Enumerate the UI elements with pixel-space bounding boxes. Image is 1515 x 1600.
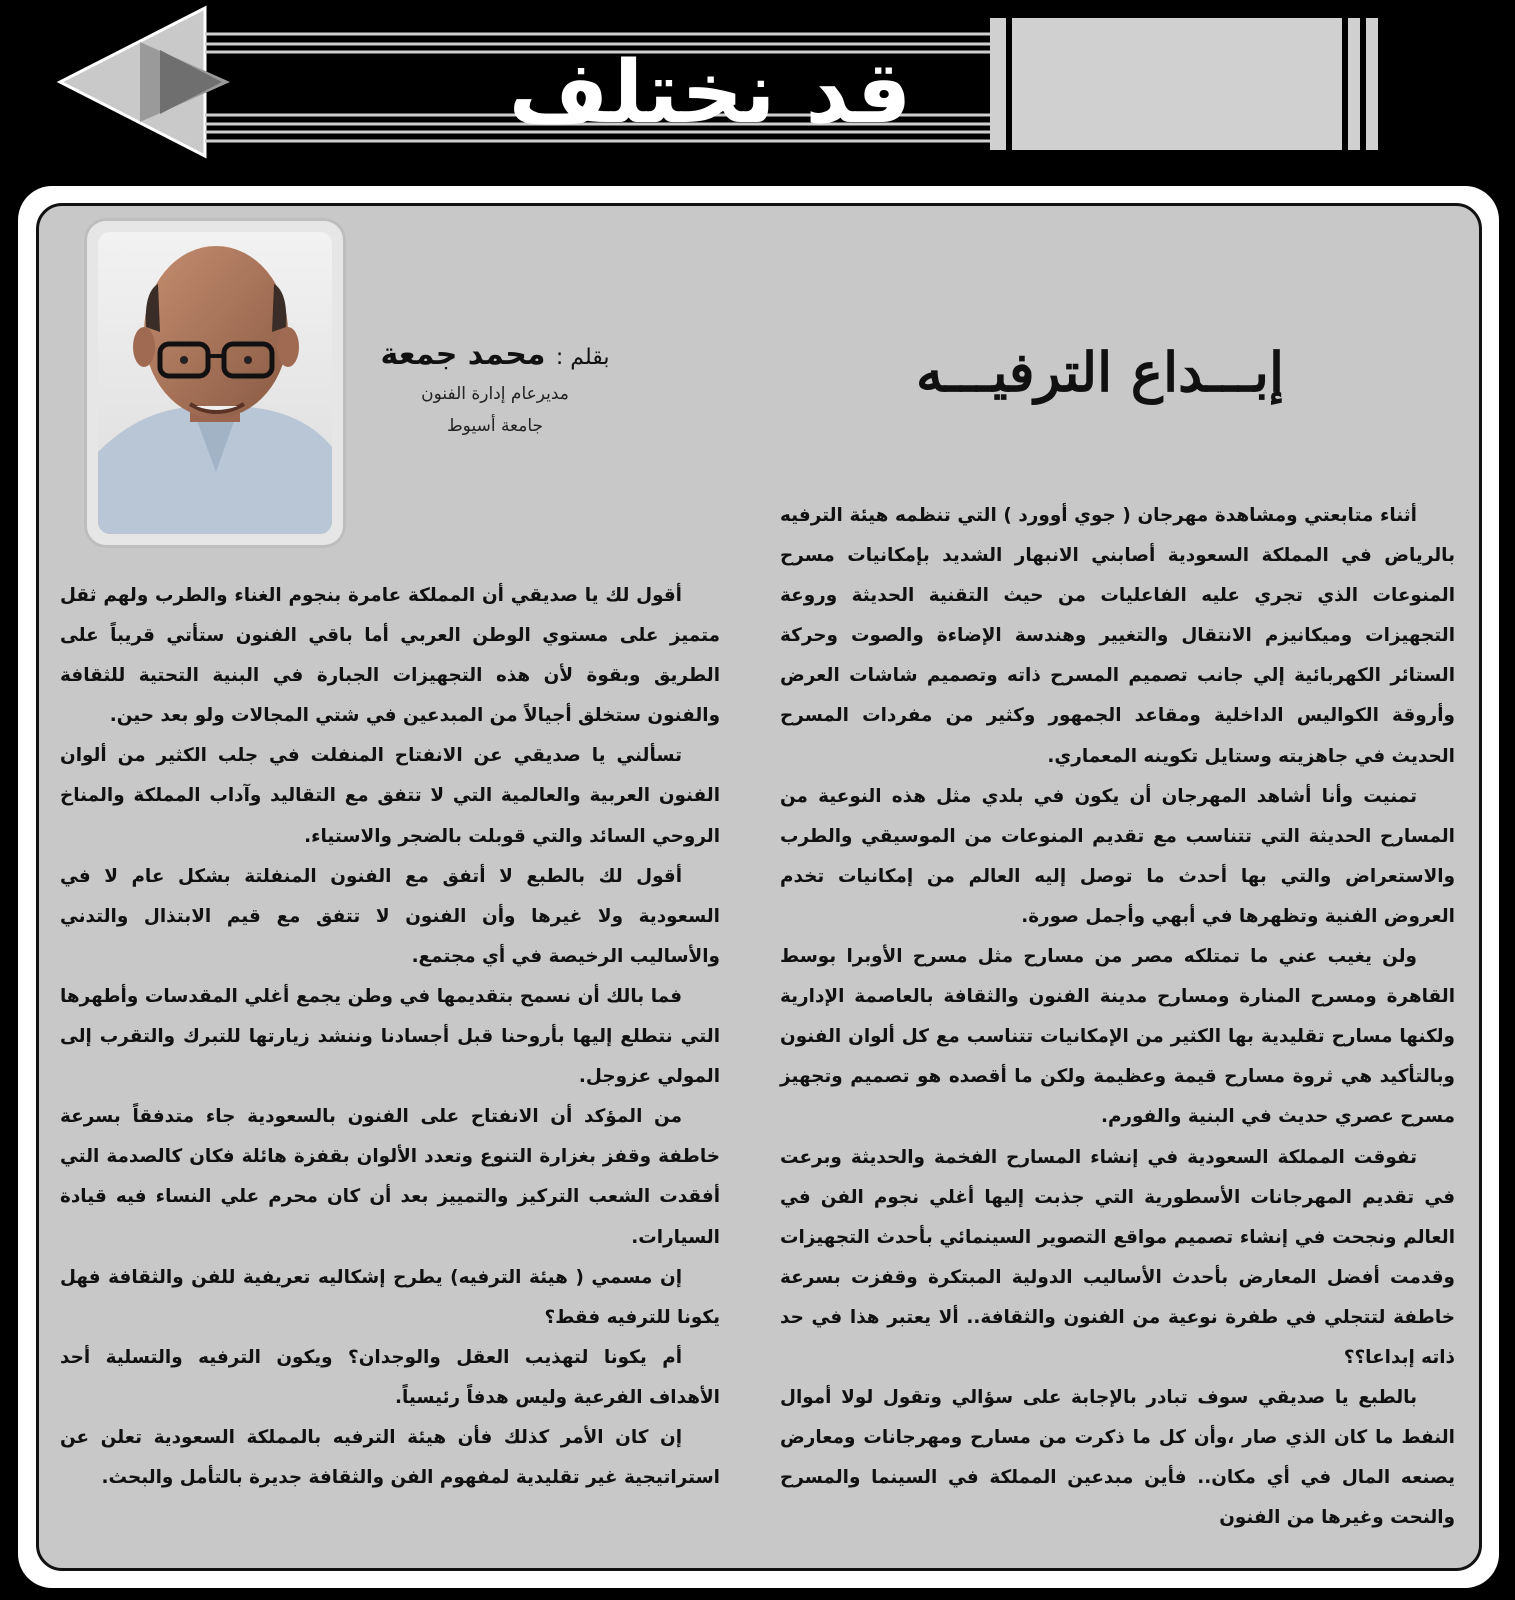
paragraph: تمنيت وأنا أشاهد المهرجان أن يكون في بلدي مثل هذه النوعية من المسارح الحديثة التي تتناسب مع تقديم المنوعات من الموسيقي والطرب والاستعراض والتي بها أحدث ما توصل إليه العالم من إمكانيات تخدم العروض الفنية وتظهرها في أبهي وأجمل صورة. (780, 785, 1455, 927)
paragraph: أم يكونا لتهذيب العقل والوجدان؟ ويكون الترفيه والتسلية أحد الأهداف الفرعية وليس هدفاً رئيسياً. (60, 1346, 720, 1408)
author-block (360, 335, 630, 442)
paragraph: من المؤكد أن الانفتاح على الفنون بالسعودية جاء متدفقاً بسرعة خاطفة وقفز بغزارة التنوع وتعدد الألوان بقفزة هائلة فكان كالصدمة التي أفقدت الشعب التركيز والتمييز بعد أن كان محرم علي النساء فيه قيادة السيارات. (60, 1106, 720, 1248)
author-byline (360, 335, 630, 378)
author-position: مديرعام إدارة الفنون (421, 384, 569, 404)
paragraph: أقول لك يا صديقي أن المملكة عامرة بنجوم الغناء والطرب ولهم ثقل متميز على مستوي الوطن العربي أما باقي الفنون ستأتي قريباً على الطريق وبقوة لأن هذه التجهيزات الجبارة في البنية التحتية للثقافة والفنون ستخلق أجيالاً من المبدعين في شتي المجالات ولو بعد حين. (60, 585, 720, 727)
author-photo (98, 232, 332, 534)
paragraph: تسألني يا صديقي عن الانفتاح المنفلت في جلب الكثير من ألوان الفنون العربية والعالمية التي لا تتفق مع التقاليد وآداب المملكة والمناخ الروحي السائد والتي قوبلت بالضجر والاستياء. (60, 745, 720, 847)
paragraph: إن مسمي ( هيئة الترفيه) يطرح إشكاليه تعريفية للفن والثقافة فهل يكونا للترفيه فقط؟ (60, 1266, 720, 1328)
paragraph: بالطبع يا صديقي سوف تبادر بالإجابة على سؤالي وتقول لولا أموال النفط ما كان الذي صار ،وأن كل ما ذكرت من مسارح ومهرجانات ومعارض يصنعه المال في أي مكان.. فأين مبدعين المملكة في السينما والمسرح والنحت وغيرها من الفنون (780, 1387, 1455, 1529)
author-portrait-image (98, 232, 332, 534)
article-column-right (780, 496, 1455, 1538)
article-column-left (60, 576, 720, 1498)
paragraph: ولن يغيب عني ما تمتلكه مصر من مسارح مثل مسرح الأوبرا بوسط القاهرة ومسرح المنارة ومسارح مدينة الفنون والثقافة بالعاصمة الإدارية ولكنها مسارح تقليدية بها الكثير من الإمكانيات تتناسب مع كل ألوان الفنون وبالتأكيد هي ثروة مسارح قيمة وعظيمة ولكن ما أقصده هو تصميم وتجهيز مسرح عصري حديث في البنية والفورم. (780, 946, 1455, 1128)
paragraph: أثناء متابعتي ومشاهدة مهرجان ( جوي أوورد ) التي تنظمه هيئة الترفيه بالرياض في المملكة السعودية أصابني الانبهار الشديد بإمكانيات مسرح المنوعات الذي تجري عليه الفاعليات من حيث التقنية الحديثة وروعة التجهيزات وميكانيزم الانتقال والتغيير وهندسة الإضاءة والصوت وحركة الستائر الكهربائية إلي جانب تصميم المسرح ذاته وتصميم شاشات العرض وأروقة الكواليس الداخلية ومقاعد الجمهور وكثير من مفردات المسرح الحديث في جاهزيته وستايل تكوينه المعماري. (780, 505, 1455, 767)
author-photo-frame (84, 218, 346, 548)
paragraph: فما بالك أن نسمح بتقديمها في وطن يجمع أغلي المقدسات وأطهرها التي نتطلع إليها بأروحنا قبل أجسادنا وننشد زيارتها للتبرك والتقرب إلى المولي عزوجل. (60, 985, 720, 1088)
paragraph: أقول لك بالطبع لا أتفق مع الفنون المنفلتة بشكل عام لا في السعودية ولا غيرها وأن الفنون لا تتفق مع قيم الابتذال والتدني والأساليب الرخيصة في أي مجتمع. (60, 865, 720, 967)
header-banner (0, 0, 1515, 185)
author-institution: جامعة أسيوط (446, 416, 544, 436)
author-name: محمد جمعة (380, 337, 546, 372)
article-title: إبـــداع الترفيـــه (916, 340, 1284, 404)
paragraph: تفوقت المملكة السعودية في إنشاء المسارح الفخمة والحديثة وبرعت في تقديم المهرجانات الأسطورية التي جذبت إليها أغلي نجوم الفن في العالم ونجحت في إنشاء تصميم مواقع التصوير السينمائي بأحدث التجهيزات وقدمت أفضل المعارض بأحدث الأساليب الدولية المبتكرة وقفزت بسرعة خاطفة لتتجلي في طفرة نوعية من الفنون والثقافة.. ألا يعتبر هذا في حد ذاته إبداعا؟؟ (780, 1146, 1455, 1368)
paragraph: إن كان الأمر كذلك فأن هيئة الترفيه بالمملكة السعودية تعلن عن استراتيجية غير تقليدية لمفهوم الفن والثقافة جديرة بالتأمل والبحث. (60, 1426, 720, 1489)
by-label: بقلم : (555, 345, 610, 370)
column-title: قد نختلف (508, 43, 912, 143)
